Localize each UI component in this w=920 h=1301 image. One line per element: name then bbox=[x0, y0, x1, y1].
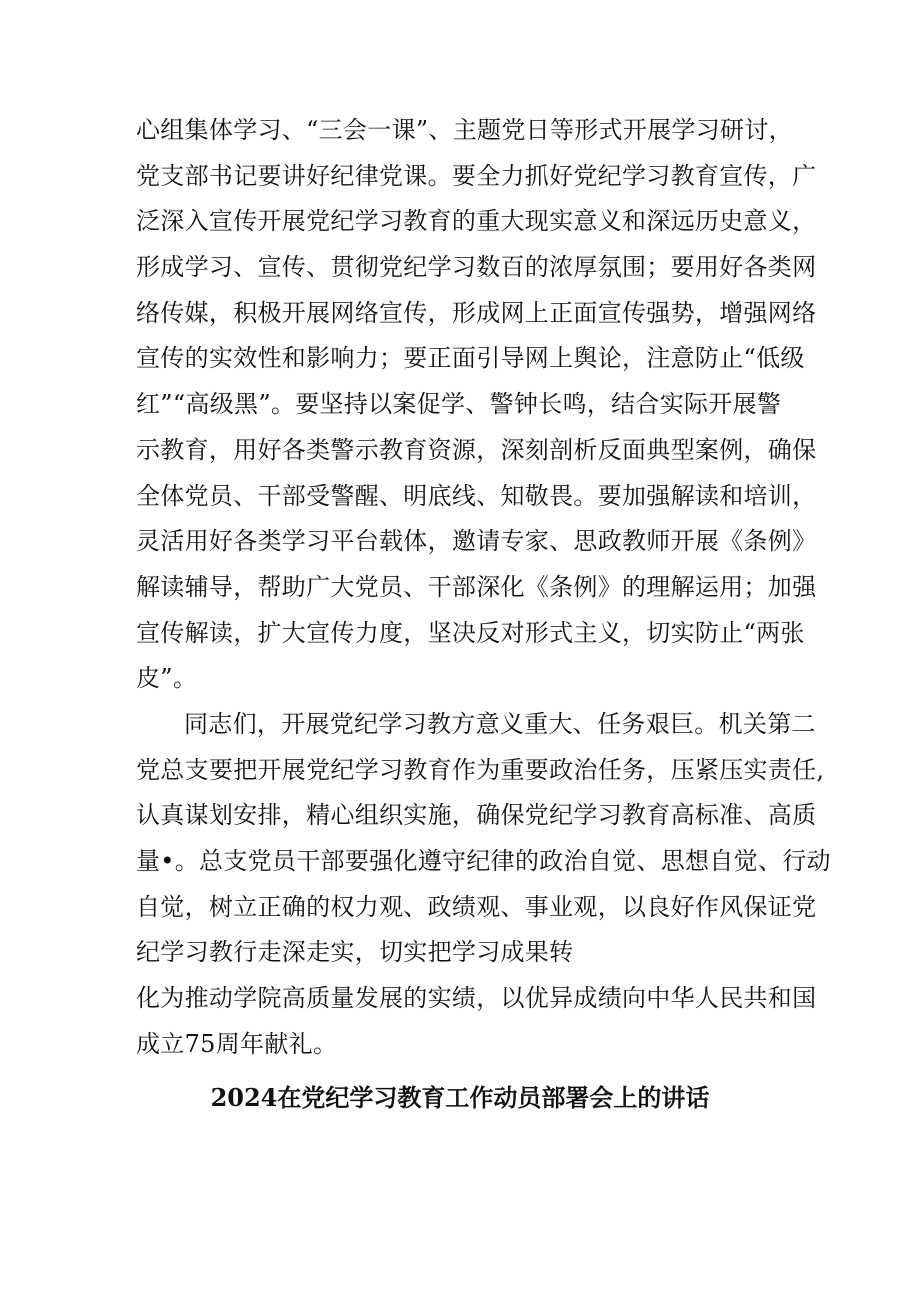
text-line: 纪学习教行走深走实，切实把学习成果转 bbox=[136, 938, 574, 967]
paragraph-start-line: 同志们，开展党纪学习教方意义重大、任务艰巨。机关第二 bbox=[184, 709, 816, 738]
text-line: 心组集体学习、“三会一课”、主题党日等形式开展学习研讨， bbox=[136, 116, 793, 144]
text-line: 全体党员、干部受警醒、明底线、知敬畏。要加强解读和培训， bbox=[136, 481, 817, 510]
text-line: 自觉，树立正确的权力观、政绩观、事业观，以良好作风保证党 bbox=[136, 892, 817, 921]
text-line: 络传媒，积极开展网络宣传，形成网上正面宣传强势，增强网络 bbox=[136, 298, 817, 327]
text-line: 泛深入宣传开展党纪学习教育的重大现实意义和深远历史意义， bbox=[136, 207, 817, 236]
text-line: 皮”。 bbox=[136, 664, 198, 693]
text-line: 示教育，用好各类警示教育资源，深刻剖析反面典型案例，确保 bbox=[136, 435, 817, 464]
text-line: 解读辅导，帮助广大党员、干部深化《条例》的理解运用；加强 bbox=[136, 572, 817, 601]
text-line: 党总支要把开展党纪学习教育作为重要政治任务，压紧压实责任, bbox=[136, 755, 825, 784]
text-line: 灵活用好各类学习平台载体，邀请专家、思政教师开展《条例》 bbox=[136, 527, 817, 556]
text-line: 成立75周年献礼。 bbox=[136, 1029, 338, 1058]
text-line: 量•。总支党员干部要强化遵守纪律的政治自觉、思想自觉、行动 bbox=[136, 847, 831, 875]
section-title: 2024在党纪学习教育工作动员部署会上的讲话 bbox=[210, 1083, 710, 1112]
text-line: 宣传的实效性和影响力；要正面引导网上舆论，注意防止“低级 bbox=[136, 344, 805, 373]
text-line: 党支部书记要讲好纪律党课。要全力抓好党纪学习教育宣传，广 bbox=[136, 161, 817, 190]
body-text bbox=[136, 108, 831, 1067]
text-line: 形成学习、宣传、贯彻党纪学习数百的浓厚氛围；要用好各类网 bbox=[136, 253, 817, 282]
text-line: 化为推动学院高质量发展的实绩，以优异成绩向中华人民共和国 bbox=[136, 984, 817, 1013]
text-line: 红”“高级黑”。要坚持以案促学、警钟长鸣，结合实际开展警 bbox=[136, 390, 782, 419]
text-line: 认真谋划安排，精心组织实施，确保党纪学习教育高标准、高质 bbox=[136, 801, 817, 830]
text-line: 宣传解读，扩大宣传力度，坚决反对形式主义，切实防止“两张 bbox=[136, 618, 805, 647]
